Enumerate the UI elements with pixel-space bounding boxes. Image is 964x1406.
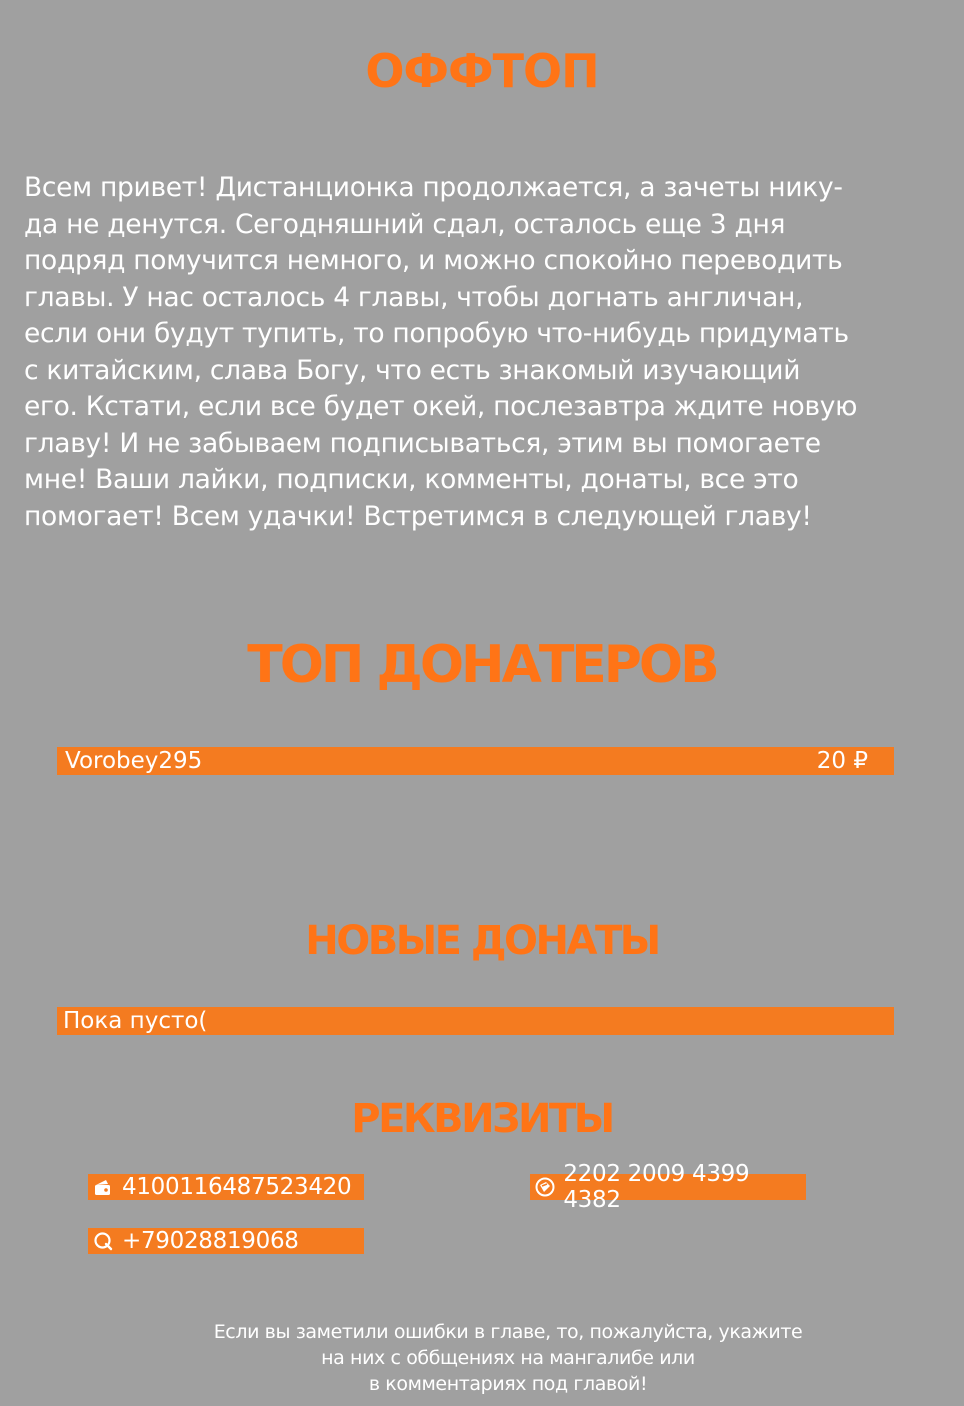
donater-amount: 20 ₽	[816, 748, 868, 774]
requisite-value: +79028819068	[122, 1228, 299, 1254]
offtop-message	[24, 170, 944, 535]
bank-card-icon	[534, 1176, 555, 1198]
requisites-title: РЕКВИЗИТЫ	[351, 1096, 613, 1142]
top-donaters-title: ТОП ДОНАТЕРОВ	[247, 635, 717, 695]
new-donations-empty	[57, 1007, 894, 1035]
offtop-line: главы. У нас осталось 4 главы, чтобы догнать англичан,	[24, 281, 804, 313]
donater-name: Vorobey295	[65, 748, 203, 774]
requisite-yoomoney[interactable]	[88, 1174, 364, 1200]
offtop-line: если они будут тупить, то попробую что-нибудь придумать	[24, 318, 849, 349]
footer-line: на них с оббщениях на мангалибе или	[321, 1347, 695, 1369]
offtop-line: Всем привет! Дистанционка продолжается, а зачеты нику-	[24, 172, 843, 203]
requisite-qiwi[interactable]	[88, 1228, 364, 1254]
offtop-line: его. Кстати, если все будет окей, послезавтра ждите новую	[24, 391, 858, 422]
offtop-line: мне! Ваши лайки, подписки, комменты, донаты, все это	[24, 464, 799, 495]
yoomoney-wallet-icon	[92, 1176, 114, 1198]
footer-note	[0, 1319, 964, 1397]
footer-line: Если вы заметили ошибки в главе, то, пожалуйста, укажите	[213, 1321, 803, 1343]
offtop-line: с китайским, слава Богу, что есть знакомый изучающий	[24, 354, 801, 386]
requisite-value: 2202 2009 4399 4382	[563, 1161, 750, 1213]
offtop-line: да не денутся. Сегодняшний сдал, осталось еще 3 дня	[24, 208, 786, 240]
offtop-line: подряд помучится немного, и можно спокойно переводить	[24, 245, 843, 276]
offtop-title: ОФФТОП	[365, 44, 599, 98]
new-donations-title: НОВЫЕ ДОНАТЫ	[305, 918, 659, 964]
new-donations-empty-text: Пока пусто(	[63, 1008, 208, 1034]
offtop-line: главу! И не забываем подписываться, этим вы помогаете	[24, 427, 821, 459]
qiwi-icon	[92, 1230, 114, 1252]
requisite-value: 4100116487523420	[122, 1174, 352, 1200]
footer-line: в комментариях под главой!	[368, 1373, 648, 1395]
offtop-line: помогает! Всем удачки! Встретимся в следующей главу!	[24, 500, 812, 532]
donater-row	[57, 747, 894, 775]
requisite-card[interactable]	[530, 1161, 806, 1213]
